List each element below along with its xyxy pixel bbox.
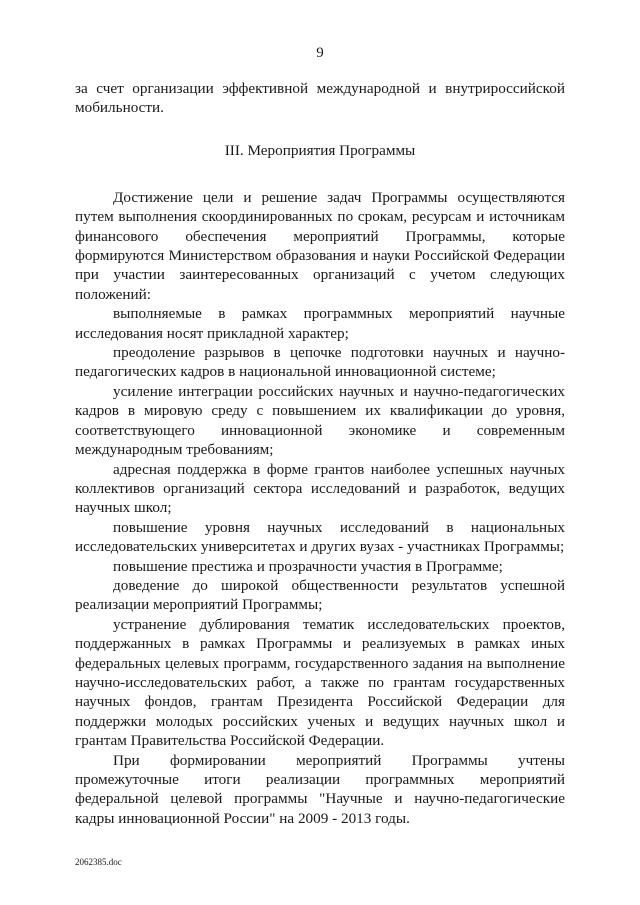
- document-body: [75, 79, 565, 828]
- list-item: доведение до широкой общественности результатов успешной реализации мероприятий Программы;: [75, 576, 565, 614]
- list-item: повышение уровня научных исследований в национальных исследовательских университетах и других вузах - участниках Программы;: [75, 518, 565, 556]
- list-item: устранение дублирования тематик исследовательских проектов, поддержанных в рамках Программы и реализуемых в рамках иных федеральных целевых программ, государственного задания на выполнение научно-исследовательских работ, а также по грантам государственных научных фондов, грантам Президента Российской Федерации для поддержки молодых российских ученых и ведущих научных школ и грантам Правительства Российской Федерации.: [75, 615, 565, 750]
- page-number: 9: [316, 45, 324, 61]
- list-item: адресная поддержка в форме грантов наиболее успешных научных коллективов организаций сектора исследований и разработок, ведущих научных школ;: [75, 460, 565, 517]
- intro-paragraph: за счет организации эффективной международной и внутрироссийской мобильности.: [75, 80, 565, 117]
- file-name-footer: 2062385.doc: [75, 857, 122, 867]
- closing-paragraph: При формировании мероприятий Программы учтены промежуточные итоги реализации программных мероприятий федеральной целевой программы "Научные и научно-педагогические кадры инновационной России" на 2009 - 2013 годы.: [75, 751, 565, 827]
- list-item: преодоление разрывов в цепочке подготовки научных и научно-педагогических кадров в национальной инновационной системе;: [75, 344, 565, 381]
- section-heading: III. Мероприятия Программы: [224, 141, 416, 159]
- lead-paragraph: Достижение цели и решение задач Программы осуществляются путем выполнения скоординированных по срокам, ресурсам и источникам финансового обеспечения мероприятий Программы, которые формируются Министерством образования и науки Российской Федерации при участии заинтересованных организаций с учетом следующих положений:: [75, 188, 565, 303]
- list-item: выполняемые в рамках программных мероприятий научные исследования носят прикладной характер;: [75, 305, 565, 342]
- list-item: повышение престижа и прозрачности участия в Программе;: [113, 557, 503, 575]
- list-item: усиление интеграции российских научных и научно-педагогических кадров в мировую среду с повышением их квалификации до уровня, соответствующего инновационной экономике и современным международным требованиям;: [75, 382, 565, 459]
